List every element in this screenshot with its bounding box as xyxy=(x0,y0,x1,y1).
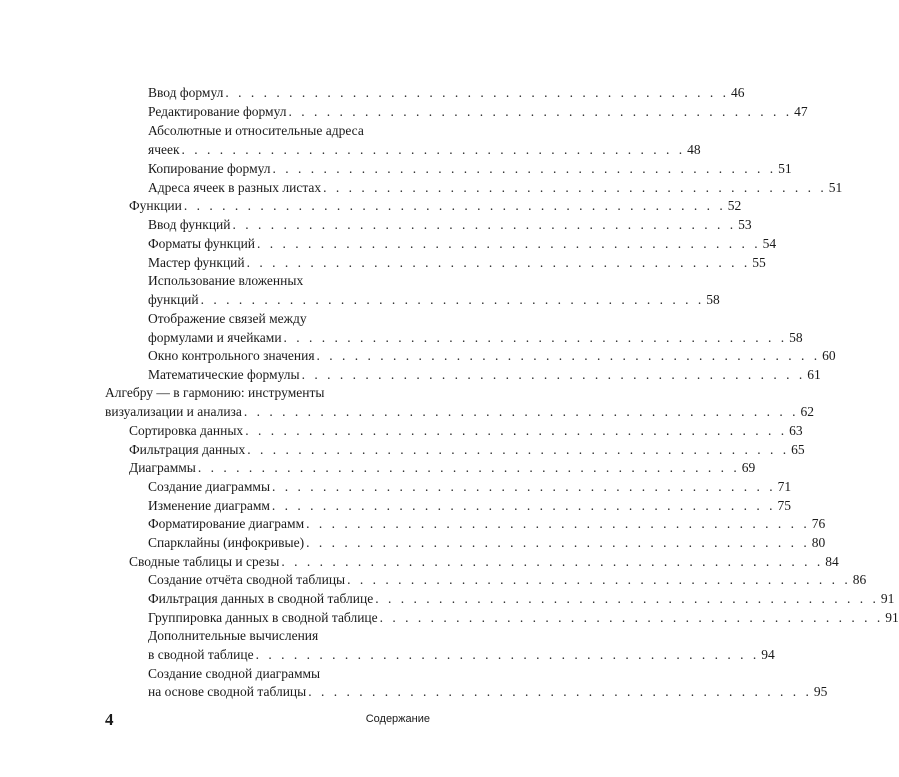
toc-leader-dots: . . . . . . . . . . . . . . . . . . . . . . . . . . . . . . . . . . . . . . . . xyxy=(272,479,776,494)
toc-chapter-title-continued: визуализации и анализа xyxy=(105,404,242,419)
toc-entry-title-continued: в сводной таблице xyxy=(148,647,254,662)
toc-entry xyxy=(148,160,792,178)
toc-entry-title: Фильтрация данных xyxy=(129,442,246,457)
toc-page-number: 63 xyxy=(789,423,803,438)
toc-leader-dots: . . . . . . . . . . . . . . . . . . . . . . . . . . . . . . . . . . . . . . . . . . . xyxy=(247,442,790,457)
toc-leader-dots: . . . . . . . . . . . . . . . . . . . . . . . . . . . . . . . . . . . . . . . . xyxy=(323,180,827,195)
toc-page-number: 94 xyxy=(761,647,775,662)
toc-entry xyxy=(148,609,899,627)
toc-entry-title-continued: на основе сводной таблицы xyxy=(148,684,307,699)
toc-page-number: 91 xyxy=(880,591,895,606)
toc-entry xyxy=(129,459,756,477)
toc-leader-dots: . . . . . . . . . . . . . . . . . . . . . . . . . . . . . . . . . . . . . . . . xyxy=(232,217,737,232)
toc-entry xyxy=(148,347,836,365)
toc-entry-title: Ввод функций xyxy=(148,217,231,232)
toc-leader-dots: . . . . . . . . . . . . . . . . . . . . . . . . . . . . . . . . . . . . . . . . . . . . xyxy=(243,404,799,419)
toc-page-number: 71 xyxy=(777,479,792,494)
toc-entry xyxy=(148,103,808,121)
toc-page-number: 60 xyxy=(822,348,836,363)
toc-leader-dots: . . . . . . . . . . . . . . . . . . . . . . . . . . . . . . . . . . . . . . . . xyxy=(316,348,821,363)
toc-page-number: 84 xyxy=(825,554,839,569)
toc-entry-title: Создание отчёта сводной таблицы xyxy=(148,572,346,587)
toc-leader-dots: . . . . . . . . . . . . . . . . . . . . . . . . . . . . . . . . . . . . . . . . . . . xyxy=(245,423,788,438)
toc-entry xyxy=(148,366,821,384)
toc-entry-title: Группировка данных в сводной таблице xyxy=(148,610,378,625)
toc-page-number: 46 xyxy=(731,85,745,100)
toc-entry-title: Сортировка данных xyxy=(129,423,244,438)
toc-page-number: 51 xyxy=(828,180,843,195)
toc-page-number: 58 xyxy=(789,330,803,345)
toc-entry-title: Функции xyxy=(129,198,182,213)
toc-entry xyxy=(148,329,803,347)
toc-chapter xyxy=(105,403,815,421)
toc-entry xyxy=(148,683,828,701)
toc-entry xyxy=(148,515,826,533)
toc-entry-title-continued: ячеек xyxy=(148,142,180,157)
toc-entry xyxy=(148,179,843,197)
toc-leader-dots: . . . . . . . . . . . . . . . . . . . . . . . . . . . . . . . . . . . . . . . . . . . xyxy=(281,554,824,569)
toc-entry xyxy=(148,291,720,309)
toc-entry-title-continued: формулами и ячейками xyxy=(148,330,282,345)
toc-entry xyxy=(148,590,895,608)
toc-leader-dots: . . . . . . . . . . . . . . . . . . . . . . . . . . . . . . . . . . . . . . . . xyxy=(255,647,760,662)
toc-entry-title: Создание диаграммы xyxy=(148,479,271,494)
toc-page-number: 52 xyxy=(727,198,742,213)
toc-entry-title: Изменение диаграмм xyxy=(148,498,270,513)
toc-entry xyxy=(148,571,867,589)
toc-entry xyxy=(129,553,839,571)
toc-entry xyxy=(148,235,777,253)
toc-leader-dots: . . . . . . . . . . . . . . . . . . . . . . . . . . . . . . . . . . . . . . . . xyxy=(246,255,751,270)
toc-page-number: 95 xyxy=(813,684,828,699)
toc-entry-title: Математические формулы xyxy=(148,367,300,382)
toc-entry xyxy=(148,534,826,552)
toc-leader-dots: . . . . . . . . . . . . . . . . . . . . . . . . . . . . . . . . . . . . . . . . xyxy=(375,591,879,606)
toc-page-number: 75 xyxy=(777,498,792,513)
toc-leader-dots: . . . . . . . . . . . . . . . . . . . . . . . . . . . . . . . . . . . . . . . . xyxy=(225,85,729,100)
toc-entry-title: Мастер функций xyxy=(148,255,245,270)
toc-page-number: 55 xyxy=(752,255,766,270)
toc-page-number: 65 xyxy=(791,442,805,457)
toc-entry-title: Форматы функций xyxy=(148,236,256,251)
toc-entry xyxy=(148,254,766,272)
toc-leader-dots: . . . . . . . . . . . . . . . . . . . . . . . . . . . . . . . . . . . . . . . . xyxy=(272,161,777,176)
toc-leader-dots: . . . . . . . . . . . . . . . . . . . . . . . . . . . . . . . . . . . . . . . . xyxy=(257,236,761,251)
toc-entry-title: Форматирование диаграмм xyxy=(148,516,305,531)
toc-entry xyxy=(129,441,805,459)
toc-page-number: 54 xyxy=(762,236,777,251)
toc-page-number: 80 xyxy=(811,535,826,550)
toc-leader-dots: . . . . . . . . . . . . . . . . . . . . . . . . . . . . . . . . . . . . . . . . xyxy=(181,142,686,157)
folio-page-number: 4 xyxy=(105,710,114,729)
toc-entry-title: Фильтрация данных в сводной таблице xyxy=(148,591,374,606)
toc-entry-title: Спарклайны (инфокривые) xyxy=(148,535,305,550)
toc-entry xyxy=(148,646,775,664)
toc-entry-title: Отображение связей между xyxy=(148,311,307,326)
toc-page-number: 47 xyxy=(794,104,808,119)
toc-entry xyxy=(129,422,803,440)
toc-leader-dots: . . . . . . . . . . . . . . . . . . . . . . . . . . . . . . . . . . . . . . . . . . . xyxy=(183,198,726,213)
toc-entry-title: Окно контрольного значения xyxy=(148,348,315,363)
toc-entry-title: Адреса ячеек в разных листах xyxy=(148,180,322,195)
toc-entry-title: Сводные таблицы и срезы xyxy=(129,554,280,569)
toc-chapter-title: Алгебру — в гармонию: инструменты xyxy=(105,385,325,400)
toc-leader-dots: . . . . . . . . . . . . . . . . . . . . . . . . . . . . . . . . . . . . . . . . xyxy=(301,367,806,382)
running-footer-section: Содержание xyxy=(365,713,430,725)
toc-leader-dots: . . . . . . . . . . . . . . . . . . . . . . . . . . . . . . . . . . . . . . . . xyxy=(379,610,884,625)
toc-entry-title: Абсолютные и относительные адреса xyxy=(148,123,364,138)
toc-leader-dots: . . . . . . . . . . . . . . . . . . . . . . . . . . . . . . . . . . . . . . . . xyxy=(271,498,776,513)
toc-page-number: 51 xyxy=(778,161,792,176)
toc-entry-title: Дополнительные вычисления xyxy=(148,628,319,643)
toc-entry xyxy=(148,497,792,515)
toc-page-number: 91 xyxy=(885,610,899,625)
toc-leader-dots: . . . . . . . . . . . . . . . . . . . . . . . . . . . . . . . . . . . . . . . . xyxy=(306,516,810,531)
toc-entry-title: Редактирование формул xyxy=(148,104,287,119)
toc-entry xyxy=(148,216,752,234)
toc-entry-title: Создание сводной диаграммы xyxy=(148,666,321,681)
toc-entry-title: Копирование формул xyxy=(148,161,271,176)
toc-entry xyxy=(148,141,701,159)
toc-leader-dots: . . . . . . . . . . . . . . . . . . . . . . . . . . . . . . . . . . . . . . . . . . . xyxy=(197,460,740,475)
toc-entry xyxy=(148,84,745,102)
toc-leader-dots: . . . . . . . . . . . . . . . . . . . . . . . . . . . . . . . . . . . . . . . . xyxy=(200,292,705,307)
toc-leader-dots: . . . . . . . . . . . . . . . . . . . . . . . . . . . . . . . . . . . . . . . . xyxy=(306,535,810,550)
toc-entry-title: Диаграммы xyxy=(129,460,196,475)
toc-page-number: 69 xyxy=(741,460,756,475)
toc-leader-dots: . . . . . . . . . . . . . . . . . . . . . . . . . . . . . . . . . . . . . . . . xyxy=(288,104,793,119)
toc-entry-title: Использование вложенных xyxy=(148,273,304,288)
toc-entry xyxy=(129,197,742,215)
toc-page-number: 58 xyxy=(706,292,720,307)
toc-page-number: 61 xyxy=(807,367,821,382)
toc-page-number: 62 xyxy=(800,404,815,419)
toc-entry-title: Ввод формул xyxy=(148,85,224,100)
toc-page-number: 86 xyxy=(852,572,867,587)
toc-page-number: 76 xyxy=(811,516,826,531)
toc-entry xyxy=(148,478,792,496)
toc-leader-dots: . . . . . . . . . . . . . . . . . . . . . . . . . . . . . . . . . . . . . . . . xyxy=(347,572,851,587)
toc-entry-title-continued: функций xyxy=(148,292,199,307)
toc-leader-dots: . . . . . . . . . . . . . . . . . . . . . . . . . . . . . . . . . . . . . . . . xyxy=(308,684,812,699)
toc-page-number: 48 xyxy=(687,142,701,157)
toc-leader-dots: . . . . . . . . . . . . . . . . . . . . . . . . . . . . . . . . . . . . . . . . xyxy=(283,330,788,345)
toc-page-number: 53 xyxy=(738,217,752,232)
